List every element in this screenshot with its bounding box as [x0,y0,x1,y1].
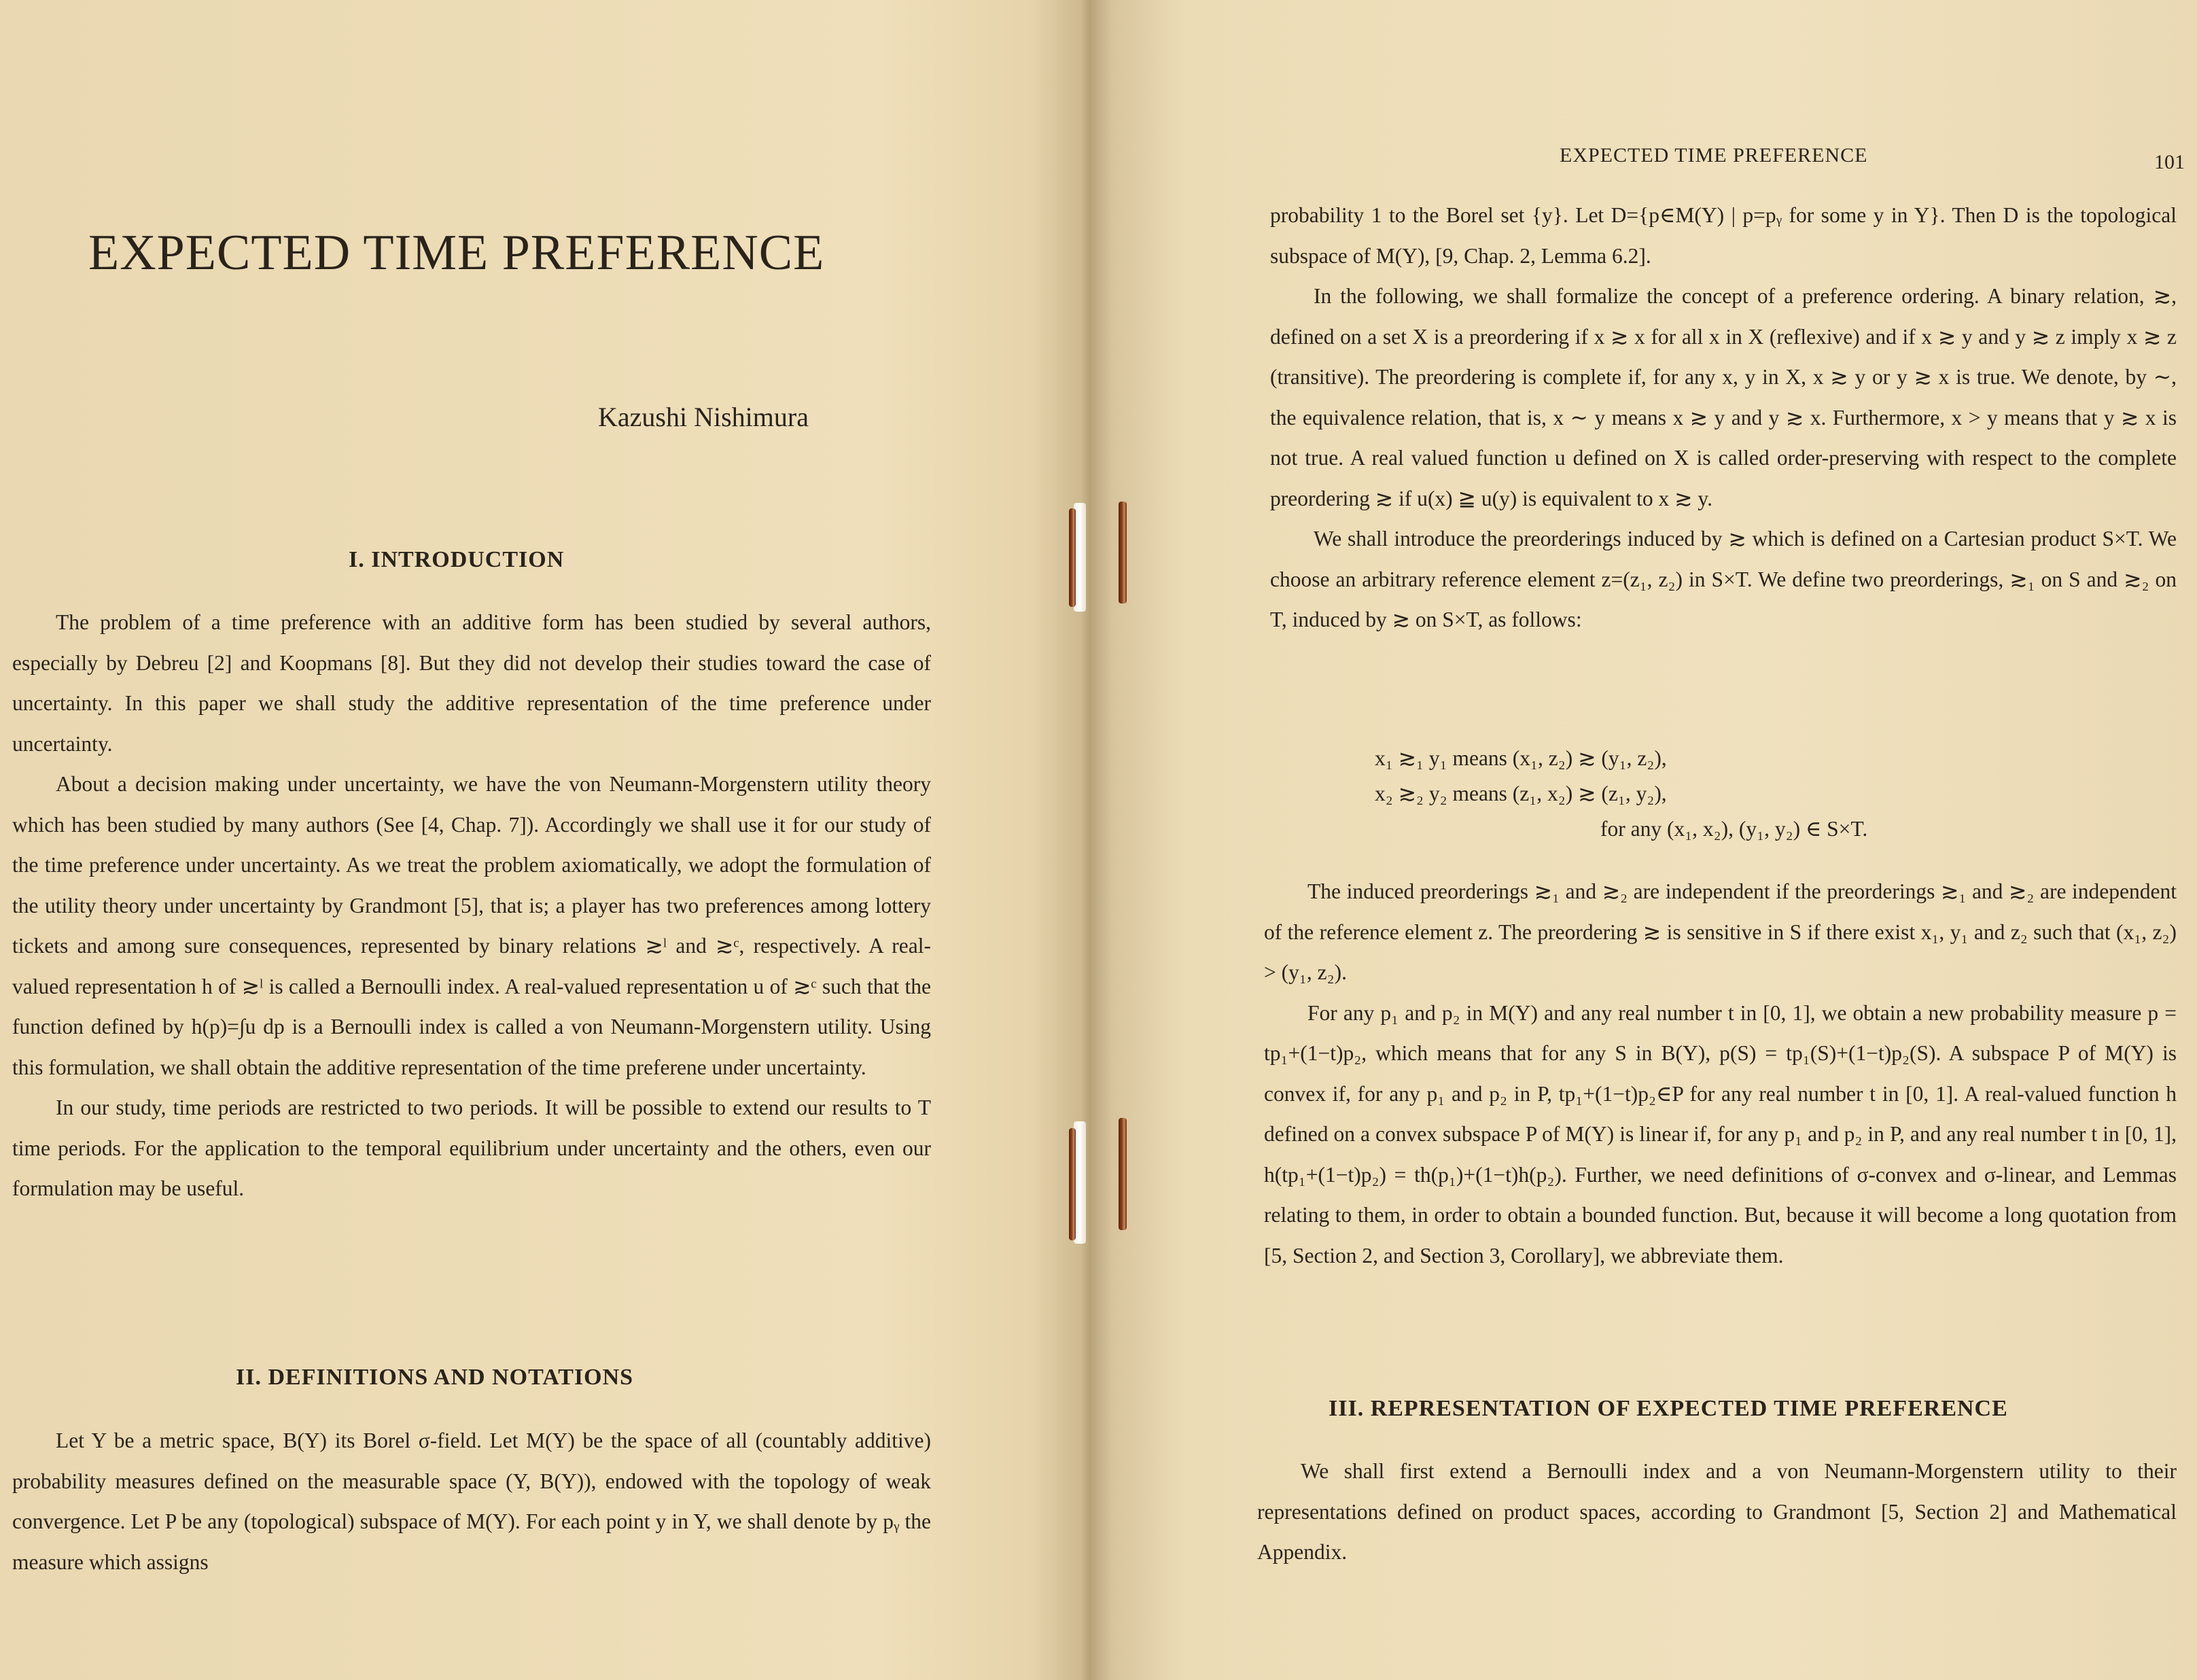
right-body-middle [1264,871,2177,1276]
display-line-3: for any (x₁, x₂), (y₁, y₂) ∈ S×T. [1600,817,1868,841]
definitions-paragraph: Let Y be a metric space, B(Y) its Borel σ-field. Let M(Y) be the space of all (countably additive) probability measures defined on the measurable space (Y, B(Y)), endowed with the topology of weak convergence. Let P be any (topological) subspace of M(Y). For each point y in Y, we shall denote by pᵧ the measure which assigns [12,1429,931,1574]
section-heading-representation: III. REPRESENTATION OF EXPECTED TIME PREFERENCE [1329,1396,2008,1421]
running-head: EXPECTED TIME PREFERENCE [1560,144,1868,167]
paper-title: EXPECTED TIME PREFERENCE [88,225,825,281]
display-line-1: x₁ ≳₁ y₁ means (x₁, z₂) ≳ (y₁, z₂), [1375,746,1667,770]
induced-preorderings-paragraph: We shall introduce the preorderings induced by ≳ which is defined on a Cartesian product S×T. We choose an arbitrary reference element z=(z₁, z₂) in S×T. We define two preorderings, ≳₁ on S and ≳₂ on T, induced by ≳ on S×T, as follows: [1270,527,2177,631]
section-heading-definitions: II. DEFINITIONS AND NOTATIONS [236,1365,634,1390]
preordering-paragraph: In the following, we shall formalize the concept of a preference ordering. A binary relation, ≳, defined on a set X is a preordering if x ≳ x for all x in X (reflexive) and if x ≳ y and y ≳ z imply x ≳ z (transitive). The preordering is complete if, for any x, y in X, x ≳ y or y ≳ x is true. We denote, by ∼, the equivalence relation, that is, x ∼ y means x ≳ y and y ≳ x. Furthermore, x > y means that y ≳ x is not true. A real valued function u defined on X is called order-preserving with respect to the complete preordering ≳ if u(x) ≧ u(y) is equivalent to x ≳ y. [1270,284,2177,510]
introduction-body [12,602,931,1209]
right-body-bottom [1257,1451,2177,1573]
staple-left-top-wire [1069,508,1076,607]
right-page [1111,0,2197,1680]
intro-paragraph-1: The problem of a time preference with an additive form has been studied by several authors, especially by Debreu [2] and Koopmans [8]. But they did not develop their studies toward the case of uncertainty. In this paper we shall study the additive representation of the time preference under uncertainty. [12,610,931,756]
intro-paragraph-2: About a decision making under uncertainty, we have the von Neumann-Morgenstern utility theory which has been studied by many authors (See [4, Chap. 7]). Accordingly we shall use it for our study of the time preference under uncertainty. As we treat the problem axiomatically, we adopt the formulation of the utility theory under uncertainty by Grandmont [5], that is; a player has two preferences among lottery tickets and among sure consequences, represented by binary relations ≳ˡ and ≳ᶜ, respectively. A real-valued representation h of ≳ˡ is called a Bernoulli index. A real-valued representation u of ≳ᶜ such that the function defined by h(p)=∫u dp is a Bernoulli index is called a von Neumann-Morgenstern utility. Using this formulation, we shall obtain the additive representation of the time preferene under uncertainty. [12,772,931,1079]
author-name: Kazushi Nishimura [598,402,809,432]
definitions-body [12,1420,931,1582]
display-line-2: x₂ ≳₂ y₂ means (z₁, x₂) ≳ (z₁, y₂), [1375,782,1667,805]
definition-display [1375,741,1867,847]
convexity-paragraph: For any p₁ and p₂ in M(Y) and any real number t in [0, 1], we obtain a new probability measure p = tp₁+(1−t)p₂, which means that for any S in B(Y), p(S) = tp₁(S)+(1−t)p₂(S). A subspace P of M(Y) is convex if, for any p₁ and p₂ in P, tp₁+(1−t)p₂∈P for any real number t in [0, 1]. A real-valued function h defined on a convex subspace P of M(Y) is linear if, for any p₁ and p₂ in P, and any real number t in [0, 1], h(tp₁+(1−t)p₂) = th(p₁)+(1−t)h(p₂). Further, we need definitions of σ-convex and σ-linear, and Lemmas relating to them, in order to obtain a bounded function. But, because it will become a long quotation from [5, Section 2, and Section 3, Corollary], we abbreviate them. [1264,1000,2177,1267]
right-body-top [1270,195,2177,640]
left-page [0,0,1087,1680]
intro-paragraph-3: In our study, time periods are restricted to two periods. It will be possible to extend our results to T time periods. For the application to the temporal equilibrium under uncertainty and the others, even our formulation may be useful. [12,1096,931,1200]
page-number: 101 [2154,151,2185,173]
representation-paragraph: We shall first extend a Bernoulli index and a von Neumann-Morgenstern utility to their representations defined on product spaces, according to Grandmont [5, Section 2] and Mathematical Appendix. [1257,1459,2177,1564]
continuation-paragraph: probability 1 to the Borel set {y}. Let D={p∈M(Y) | p=pᵧ for some y in Y}. Then D is the topological subspace of M(Y), [9, Chap. 2, Lemma 6.2]. [1270,203,2177,268]
section-heading-introduction: I. INTRODUCTION [349,547,565,572]
staple-left-bottom-wire [1069,1128,1076,1240]
independence-paragraph: The induced preorderings ≳₁ and ≳₂ are independent if the preorderings ≳₁ and ≳₂ are independent of the reference element z. The preordering ≳ is sensitive in S if there exist x₁, y₁ and z₂ such that (x₁, z₂) > (y₁, z₂). [1264,879,2177,984]
